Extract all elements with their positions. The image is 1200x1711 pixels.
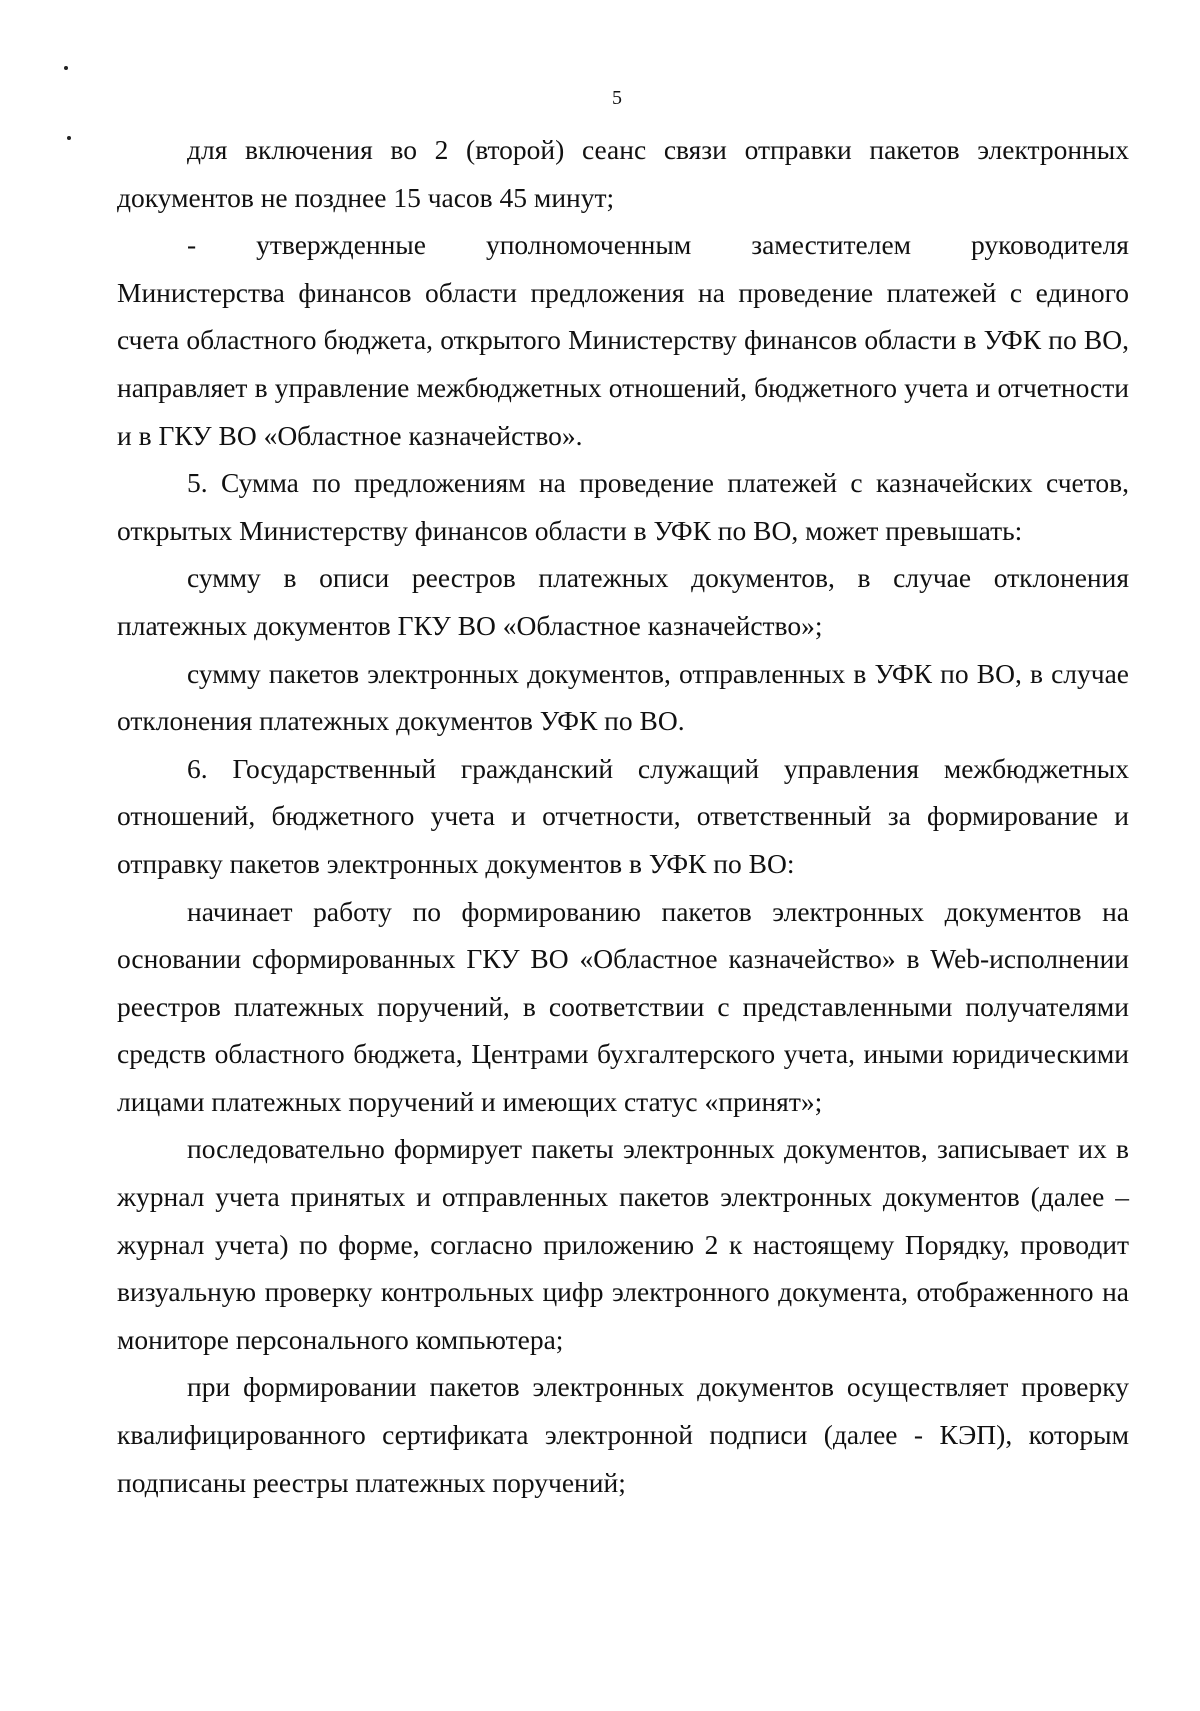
dash-marker: -: [187, 229, 197, 261]
paragraph-item-5: 5. Сумма по предложениям на проведение платежей с казначейских счетов, открытых Министерству финансов области в УФК по ВО, может превышать:: [117, 467, 1129, 546]
page-number: 5: [612, 87, 622, 109]
paragraph-item-5-sub-b: сумму пакетов электронных документов, отправленных в УФК по ВО, в случае отклонения платежных документов УФК по ВО.: [117, 657, 1129, 737]
word: руководителя: [971, 229, 1129, 261]
paragraph-dash-item: [117, 221, 1129, 459]
paragraph-continuation: для включения во 2 (второй) сеанс связи отправки пакетов электронных документов не позднее 15 часов 45 минут;: [117, 134, 1129, 213]
document-body: [117, 126, 1129, 1506]
paragraph-item-6-sub-c: при формировании пакетов электронных документов осуществляет проверку квалифицированного сертификата электронной подписи (далее - КЭП), которым подписаны реестры платежных поручений;: [117, 1371, 1129, 1498]
paragraph-item-6-sub-b: последовательно формирует пакеты электронных документов, записывает их в журнал учета принятых и отправленных пакетов электронных документов (далее – журнал учета) по форме, согласно приложению 2 к настоящему Порядку, проводит визуальную проверку контрольных цифр электронного документа, отображенного на мониторе персонального компьютера;: [117, 1133, 1129, 1355]
dash-item-first-line: [117, 221, 1129, 269]
scan-speck: [67, 136, 71, 140]
scan-speck: [64, 66, 68, 70]
word: утвержденные: [256, 229, 426, 261]
paragraph-item-6-sub-a: начинает работу по формированию пакетов электронных документов на основании сформированных ГКУ ВО «Областное казначейство» в Web-исполнении реестров платежных поручений, в соответствии с представленными получателями средств областного бюджета, Центрами бухгалтерского учета, иными юридическими лицами платежных поручений и имеющих статус «принят»;: [117, 895, 1129, 1117]
word: уполномоченным: [485, 229, 692, 261]
paragraph-item-5-sub-a: сумму в описи реестров платежных документов, в случае отклонения платежных документов ГКУ ВО «Областное казначейство»;: [117, 562, 1129, 641]
paragraph-item-6: 6. Государственный гражданский служащий управления межбюджетных отношений, бюджетного учета и отчетности, ответственный за формирование и отправку пакетов электронных документов в УФК по ВО:: [117, 752, 1129, 879]
dash-item-rest: Министерства финансов области предложения на проведение платежей с единого счета областного бюджета, открытого Министерству финансов области в УФК по ВО, направляет в управление межбюджетных отношений, бюджетного учета и отчетности и в ГКУ ВО «Областное казначейство».: [117, 276, 1129, 451]
word: заместителем: [751, 229, 912, 261]
